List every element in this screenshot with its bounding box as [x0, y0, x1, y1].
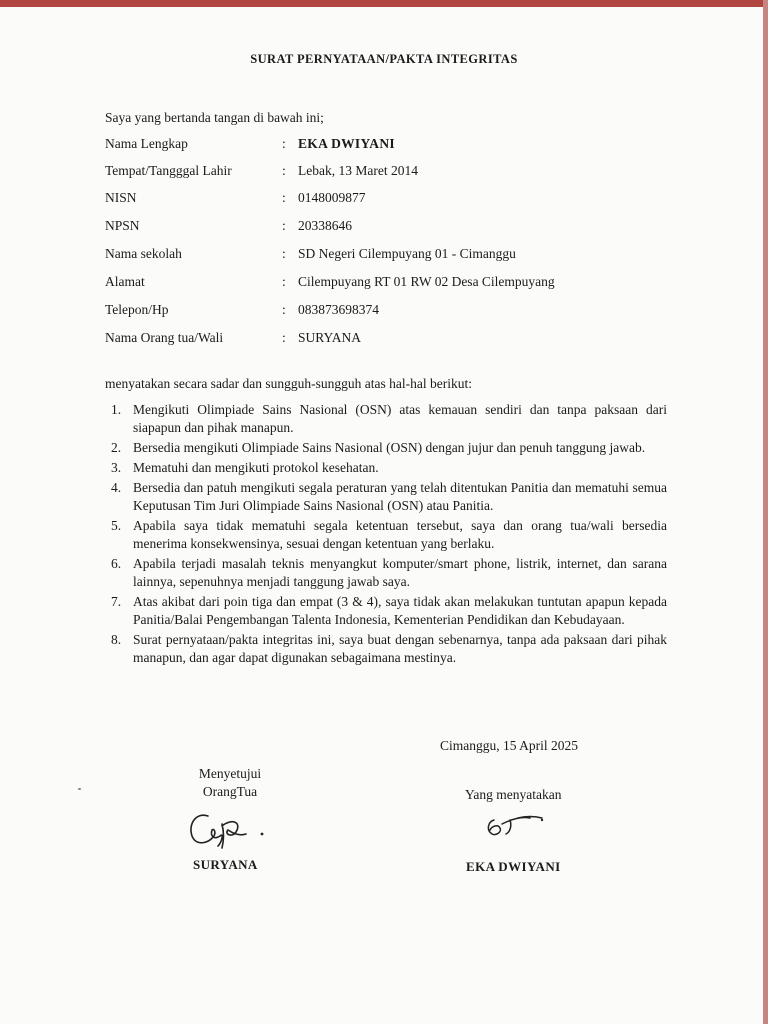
- item-text: Bersedia mengikuti Olimpiade Sains Nasional (OSN) dengan jujur dan penuh tanggung jawab.: [133, 440, 646, 455]
- student-name: EKA DWIYANI: [466, 859, 561, 874]
- list-item: [105, 459, 667, 477]
- approval-label: Menyetujui: [198, 766, 262, 781]
- field-colon: :: [282, 136, 286, 151]
- field-colon: :: [282, 302, 286, 317]
- list-item: [105, 401, 667, 437]
- field-npsn: [105, 218, 665, 238]
- list-item: [105, 517, 667, 553]
- field-value: Cilempuyang RT 01 RW 02 Desa Cilempuyang: [298, 274, 555, 289]
- list-item: [105, 593, 667, 629]
- field-colon: :: [282, 218, 286, 233]
- field-value: Lebak, 13 Maret 2014: [298, 163, 418, 178]
- field-label: Tempat/Tangggal Lahir: [105, 163, 232, 178]
- field-colon: :: [282, 274, 286, 289]
- field-value: EKA DWIYANI: [298, 136, 395, 151]
- paper-edge-top: [0, 0, 768, 7]
- field-label: NPSN: [105, 218, 140, 233]
- declaration-text: menyatakan secara sadar dan sungguh-sungguh atas hal-hal berikut:: [105, 376, 472, 391]
- list-item: [105, 555, 667, 591]
- item-text: Surat pernyataan/pakta integritas ini, saya buat dengan sebenarnya, tanpa ada paksaan dari pihak manapun, dan agar dapat digunakan sebagaimana mestinya.: [133, 632, 667, 665]
- item-number: 7.: [111, 594, 122, 609]
- field-value: SURYANA: [298, 330, 362, 345]
- scan-speck: [78, 788, 81, 790]
- item-text: Bersedia dan patuh mengikuti segala peraturan yang telah ditentukan Panitia dan mematuhi semua Keputusan Tim Juri Olimpiade Sains Nasional (OSN) atau Panitia.: [133, 480, 667, 513]
- field-value: 20338646: [298, 218, 352, 233]
- place-date: Cimanggu, 15 April 2025: [440, 738, 578, 753]
- parent-signature: [178, 806, 278, 852]
- field-nama-lengkap: [105, 136, 665, 156]
- item-number: 6.: [111, 556, 122, 571]
- list-item: [105, 439, 667, 457]
- item-number: 5.: [111, 518, 122, 533]
- field-value: SD Negeri Cilempuyang 01 - Cimanggu: [298, 246, 516, 261]
- item-number: 2.: [111, 440, 122, 455]
- field-nama-sekolah: [105, 246, 665, 266]
- item-text: Apabila saya tidak mematuhi segala ketentuan tersebut, saya dan orang tua/wali bersedia menerima konsekwensinya, sesuai dengan ketentuan yang berlaku.: [133, 518, 667, 551]
- field-colon: :: [282, 190, 286, 205]
- parent-name: SURYANA: [193, 857, 258, 872]
- document-title: SURAT PERNYATAAN/PAKTA INTEGRITAS: [250, 52, 518, 66]
- field-nisn: [105, 190, 665, 210]
- field-value: 0148009877: [298, 190, 366, 205]
- field-label: Nama Lengkap: [105, 136, 188, 151]
- statement-list: [105, 401, 667, 669]
- field-orang-tua-wali: [105, 330, 665, 350]
- item-number: 1.: [111, 402, 122, 417]
- field-telepon: [105, 302, 665, 322]
- field-colon: :: [282, 246, 286, 261]
- item-text: Mematuhi dan mengikuti protokol kesehatan.: [133, 460, 379, 475]
- item-number: 3.: [111, 460, 122, 475]
- field-value: 083873698374: [298, 302, 379, 317]
- item-text: Atas akibat dari poin tiga dan empat (3 & 4), saya tidak akan melakukan tuntutan apapun kepada Panitia/Balai Pengembangan Talenta Indonesia, Kementerian Pendidikan dan Kebudayaan.: [133, 594, 667, 627]
- intro-text: Saya yang bertanda tangan di bawah ini;: [105, 110, 324, 125]
- field-label: Nama Orang tua/Wali: [105, 330, 224, 345]
- field-tempat-tanggal-lahir: [105, 163, 665, 183]
- field-label: Telepon/Hp: [105, 302, 169, 317]
- item-number: 8.: [111, 632, 122, 647]
- paper-edge-right: [763, 0, 768, 1024]
- field-label: NISN: [105, 190, 137, 205]
- list-item: [105, 479, 667, 515]
- parent-approval-block: [180, 765, 280, 801]
- field-colon: :: [282, 163, 286, 178]
- student-signature: [480, 808, 560, 844]
- field-label: Nama sekolah: [105, 246, 182, 261]
- field-colon: :: [282, 330, 286, 345]
- item-text: Mengikuti Olimpiade Sains Nasional (OSN) atas kemauan sendiri dan tanpa paksaan dari siapapun dan pihak manapun.: [133, 402, 667, 435]
- item-number: 4.: [111, 480, 122, 495]
- field-label: Alamat: [105, 274, 145, 289]
- declarer-label: Yang menyatakan: [465, 787, 562, 802]
- parent-label: OrangTua: [202, 784, 258, 799]
- field-alamat: [105, 274, 665, 294]
- list-item: [105, 631, 667, 667]
- item-text: Apabila terjadi masalah teknis menyangkut komputer/smart phone, listrik, internet, dan sarana lainnya, sepenuhnya menjadi tanggung jawab saya.: [133, 556, 667, 589]
